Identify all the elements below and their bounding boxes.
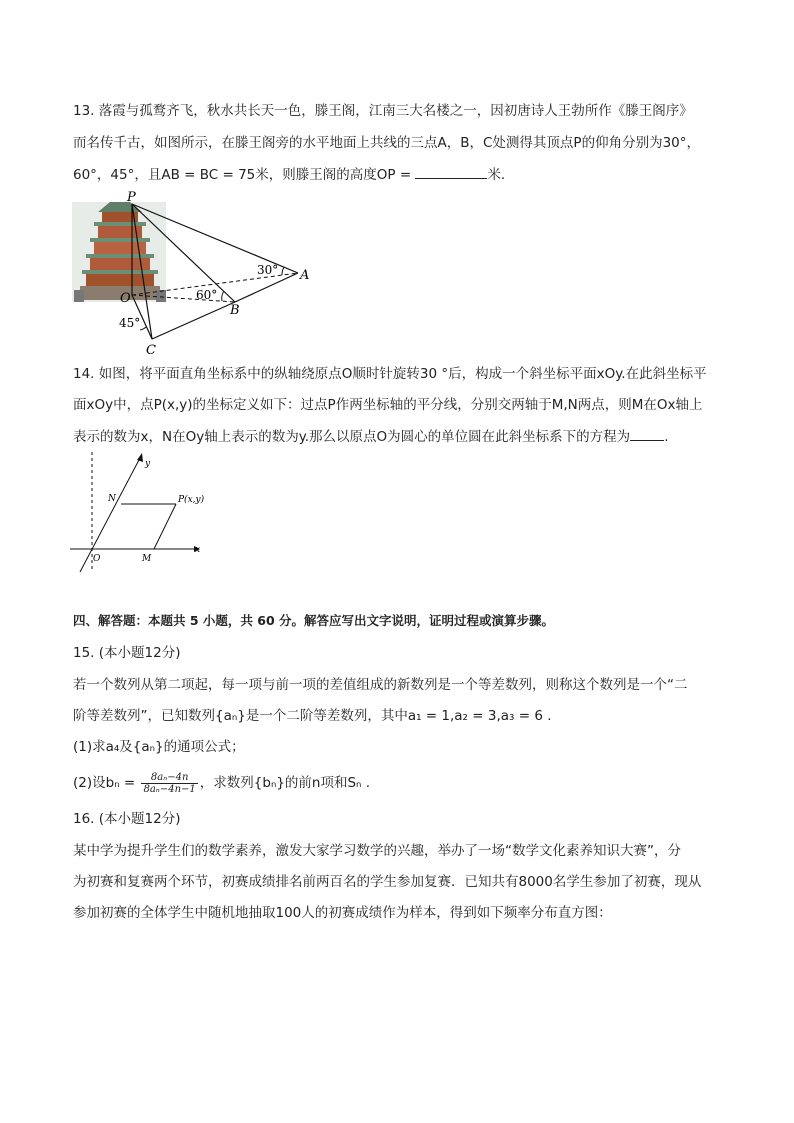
q15-part-1: (1)求a₄及{aₙ}的通项公式； — [73, 739, 245, 755]
q14-figure — [66, 448, 216, 576]
q14-line-2: 面xOy中，点P(x,y)的坐标定义如下：过点P作两坐标轴的平分线，分别交两轴于M,N两点，则M在Ox轴上 — [73, 397, 703, 413]
fraction-denominator: 8aₙ−4n−1 — [143, 783, 196, 795]
q13-line-1: 13. 落霞与孤鹜齐飞，秋水共长天一色，滕王阁，江南三大名楼之一，因初唐诗人王勃所作《滕王阁序》 — [73, 103, 693, 119]
q13-line-3 — [73, 164, 514, 185]
pagoda-photo — [72, 202, 166, 302]
q16-line-2: 为初赛和复赛两个环节，初赛成绩排名前两百名的学生参加复赛．已知共有8000名学生参加了初赛，现从 — [73, 874, 702, 890]
q15-part-2-prefix: (2)设bₙ = — [73, 775, 140, 791]
label-M: M — [142, 554, 152, 564]
q14-line-3 — [73, 426, 668, 447]
fraction-numerator: 8aₙ−4n — [141, 772, 197, 784]
label-origin: O — [93, 554, 101, 564]
axis-label-y: y — [145, 459, 151, 469]
label-B: B — [230, 303, 240, 318]
q14-line-1: 14. 如图，将平面直角坐标系中的纵轴绕原点O顺时针旋转30 °后，构成一个斜坐标平面xOy.在此斜坐标平 — [73, 366, 707, 382]
label-C: C — [146, 343, 156, 358]
angle-label-60: 60° — [196, 288, 218, 302]
q15-fraction — [141, 772, 197, 795]
label-P: P — [127, 190, 136, 205]
q13-line-3-text: 60°，45°，且AB = BC = 75米，则滕王阁的高度OP = — [73, 167, 416, 183]
q13-line-2: 而名传千古，如图所示，在滕王阁旁的水平地面上共线的三点A，B，C处测得其顶点P的仰角分别为30°， — [73, 135, 700, 151]
q15-heading: 15. (本小题12分) — [73, 645, 181, 661]
q15-part-2 — [73, 768, 370, 798]
q15-part-2-suffix: ，求数列{bₙ}的前n项和Sₙ . — [199, 775, 370, 791]
angle-label-45: 45° — [119, 316, 141, 330]
axis-label-x: x — [195, 545, 201, 555]
q13-answer-blank — [415, 164, 487, 179]
q14-line-3-text: 表示的数为x，N在Oy轴上表示的数为y.那么以原点O为圆心的单位圆在此斜坐标系下的方程为 — [73, 429, 631, 445]
q16-line-3: 参加初赛的全体学生中随机地抽取100人的初赛成绩作为样本，得到如下频率分布直方图： — [73, 905, 612, 921]
label-P-xy: P(x,y) — [178, 495, 205, 505]
q16-line-1: 某中学为提升学生们的数学素养，激发大家学习数学的兴趣，举办了一场“数学文化素养知识大赛”，分 — [73, 843, 681, 859]
q15-line-2: 阶等差数列”，已知数列{aₙ}是一个二阶等差数列，其中a₁ = 1,a₂ = 3,a₃ = 6 . — [73, 708, 552, 724]
q14-line-3-suffix: . — [664, 429, 669, 445]
q15-line-1: 若一个数列从第二项起，每一项与前一项的差值组成的新数列是一个等差数列，则称这个数列是一个“二 — [73, 677, 688, 693]
section-header: 四、解答题：本题共 5 小题，共 60 分。解答应写出文字说明，证明过程或演算步骤。 — [73, 613, 555, 628]
angle-label-30: 30° — [257, 263, 279, 277]
label-N: N — [108, 494, 116, 504]
q13-figure — [70, 190, 320, 360]
label-A: A — [300, 268, 310, 283]
q16-heading: 16. (本小题12分) — [73, 811, 181, 827]
q14-answer-blank — [630, 426, 664, 441]
label-O: O — [120, 291, 131, 306]
q13-line-3-suffix: 米． — [487, 167, 515, 183]
